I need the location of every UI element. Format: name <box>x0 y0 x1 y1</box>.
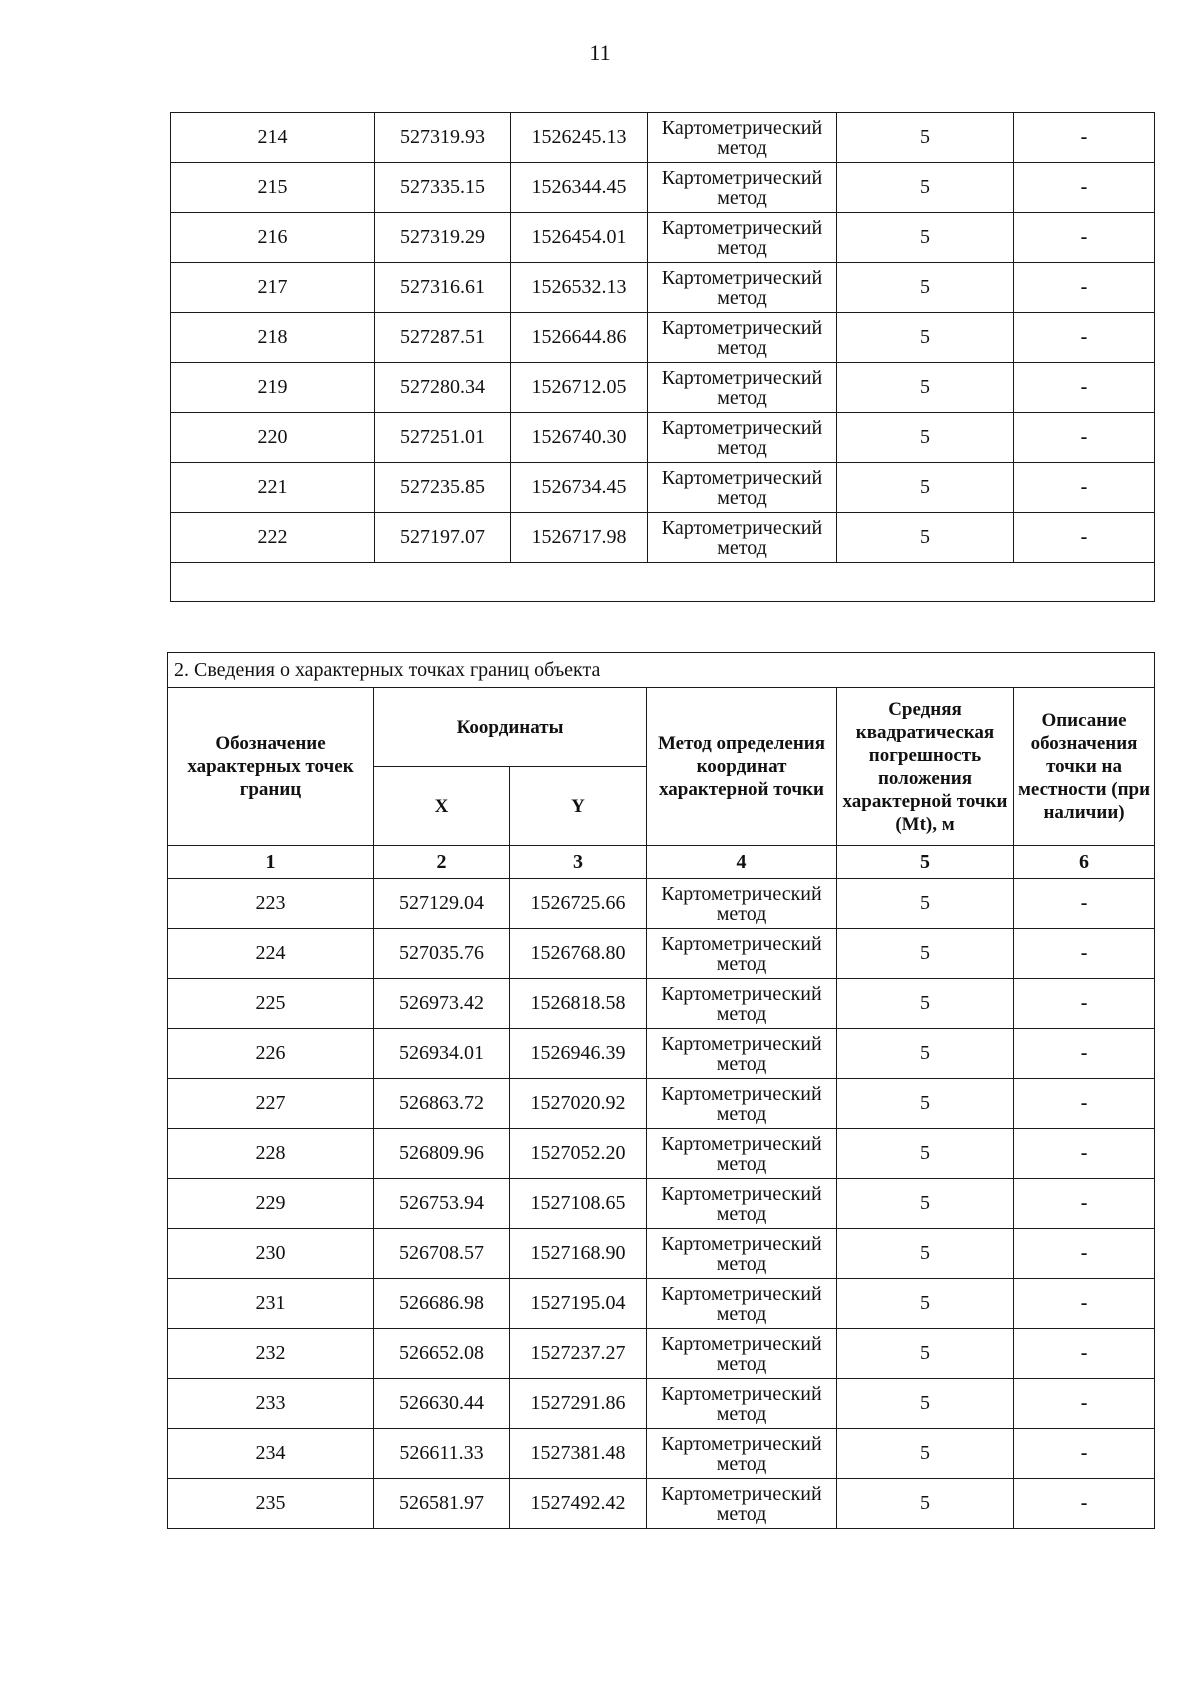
method-cell: Картометрический метод <box>647 1429 837 1479</box>
table-row <box>168 1079 1155 1129</box>
y-coordinate-cell: 1526717.98 <box>511 513 648 563</box>
method-cell: Картометрический метод <box>648 513 837 563</box>
table-row <box>171 413 1155 463</box>
header-method: Метод определения координат характерной точки <box>647 688 837 846</box>
table-row <box>168 1329 1155 1379</box>
table2-body <box>168 879 1155 1529</box>
empty-cell <box>171 563 1155 602</box>
error-cell: 5 <box>837 1479 1014 1529</box>
description-cell: - <box>1014 1379 1155 1429</box>
point-cell: 215 <box>171 163 375 213</box>
point-cell: 232 <box>168 1329 374 1379</box>
x-coordinate-cell: 526581.97 <box>374 1479 510 1529</box>
y-coordinate-cell: 1526768.80 <box>510 929 647 979</box>
table-row <box>171 513 1155 563</box>
x-coordinate-cell: 526652.08 <box>374 1329 510 1379</box>
description-cell: - <box>1014 1279 1155 1329</box>
x-coordinate-cell: 526809.96 <box>374 1129 510 1179</box>
error-cell: 5 <box>837 1329 1014 1379</box>
x-coordinate-cell: 527035.76 <box>374 929 510 979</box>
point-cell: 229 <box>168 1179 374 1229</box>
x-coordinate-cell: 527197.07 <box>375 513 511 563</box>
description-cell: - <box>1014 113 1155 163</box>
header-row-1 <box>168 688 1155 767</box>
y-coordinate-cell: 1527052.20 <box>510 1129 647 1179</box>
y-coordinate-cell: 1526644.86 <box>511 313 648 363</box>
empty-row <box>171 563 1155 602</box>
x-coordinate-cell: 526686.98 <box>374 1279 510 1329</box>
table-row <box>171 213 1155 263</box>
x-coordinate-cell: 527251.01 <box>375 413 511 463</box>
point-cell: 228 <box>168 1129 374 1179</box>
method-cell: Картометрический метод <box>647 1179 837 1229</box>
method-cell: Картометрический метод <box>648 213 837 263</box>
table-row <box>171 363 1155 413</box>
y-coordinate-cell: 1526818.58 <box>510 979 647 1029</box>
y-coordinate-cell: 1526454.01 <box>511 213 648 263</box>
method-cell: Картометрический метод <box>648 113 837 163</box>
description-cell: - <box>1014 1429 1155 1479</box>
method-cell: Картометрический метод <box>647 1229 837 1279</box>
x-coordinate-cell: 527280.34 <box>375 363 511 413</box>
y-coordinate-cell: 1527020.92 <box>510 1079 647 1129</box>
point-cell: 219 <box>171 363 375 413</box>
table-row <box>168 1229 1155 1279</box>
table-row <box>171 163 1155 213</box>
method-cell: Картометрический метод <box>648 163 837 213</box>
description-cell: - <box>1014 163 1155 213</box>
point-cell: 235 <box>168 1479 374 1529</box>
x-coordinate-cell: 526630.44 <box>374 1379 510 1429</box>
error-cell: 5 <box>837 313 1014 363</box>
error-cell: 5 <box>837 1029 1014 1079</box>
boundary-points-table <box>167 652 1155 1529</box>
table-row <box>168 1479 1155 1529</box>
y-coordinate-cell: 1526344.45 <box>511 163 648 213</box>
error-cell: 5 <box>837 1129 1014 1179</box>
y-coordinate-cell: 1526712.05 <box>511 363 648 413</box>
error-cell: 5 <box>837 879 1014 929</box>
point-cell: 223 <box>168 879 374 929</box>
error-cell: 5 <box>837 163 1014 213</box>
description-cell: - <box>1014 1079 1155 1129</box>
error-cell: 5 <box>837 929 1014 979</box>
error-cell: 5 <box>837 463 1014 513</box>
header-x: X <box>374 767 510 846</box>
point-cell: 216 <box>171 213 375 263</box>
y-coordinate-cell: 1527381.48 <box>510 1429 647 1479</box>
error-cell: 5 <box>837 513 1014 563</box>
table1-body <box>171 113 1155 563</box>
point-cell: 233 <box>168 1379 374 1429</box>
method-cell: Картометрический метод <box>647 1279 837 1329</box>
coordinates-table-continued <box>170 112 1155 602</box>
point-cell: 214 <box>171 113 375 163</box>
x-coordinate-cell: 526863.72 <box>374 1079 510 1129</box>
point-cell: 224 <box>168 929 374 979</box>
column-number: 6 <box>1014 846 1155 879</box>
table-row <box>168 1379 1155 1429</box>
error-cell: 5 <box>837 979 1014 1029</box>
header-y: Y <box>510 767 647 846</box>
y-coordinate-cell: 1527291.86 <box>510 1379 647 1429</box>
description-cell: - <box>1014 1229 1155 1279</box>
x-coordinate-cell: 526708.57 <box>374 1229 510 1279</box>
x-coordinate-cell: 527319.93 <box>375 113 511 163</box>
point-cell: 217 <box>171 263 375 313</box>
x-coordinate-cell: 527319.29 <box>375 213 511 263</box>
table-row <box>168 1129 1155 1179</box>
error-cell: 5 <box>837 1229 1014 1279</box>
y-coordinate-cell: 1526725.66 <box>510 879 647 929</box>
description-cell: - <box>1014 1129 1155 1179</box>
x-coordinate-cell: 527287.51 <box>375 313 511 363</box>
x-coordinate-cell: 526753.94 <box>374 1179 510 1229</box>
description-cell: - <box>1014 1479 1155 1529</box>
y-coordinate-cell: 1526734.45 <box>511 463 648 513</box>
method-cell: Картометрический метод <box>648 463 837 513</box>
error-cell: 5 <box>837 1179 1014 1229</box>
point-cell: 218 <box>171 313 375 363</box>
method-cell: Картометрический метод <box>647 1479 837 1529</box>
method-cell: Картометрический метод <box>648 363 837 413</box>
method-cell: Картометрический метод <box>647 1129 837 1179</box>
description-cell: - <box>1014 213 1155 263</box>
y-coordinate-cell: 1527492.42 <box>510 1479 647 1529</box>
header-point: Обозначение характерных точек границ <box>168 688 374 846</box>
method-cell: Картометрический метод <box>647 879 837 929</box>
y-coordinate-cell: 1526946.39 <box>510 1029 647 1079</box>
column-number: 5 <box>837 846 1014 879</box>
x-coordinate-cell: 527129.04 <box>374 879 510 929</box>
method-cell: Картометрический метод <box>647 1079 837 1129</box>
error-cell: 5 <box>837 363 1014 413</box>
x-coordinate-cell: 527235.85 <box>375 463 511 513</box>
method-cell: Картометрический метод <box>647 1379 837 1429</box>
point-cell: 227 <box>168 1079 374 1129</box>
description-cell: - <box>1014 463 1155 513</box>
table-row <box>168 1429 1155 1479</box>
y-coordinate-cell: 1527108.65 <box>510 1179 647 1229</box>
error-cell: 5 <box>837 213 1014 263</box>
section-title-row <box>168 653 1155 688</box>
table-row <box>168 1279 1155 1329</box>
method-cell: Картометрический метод <box>647 929 837 979</box>
description-cell: - <box>1014 929 1155 979</box>
table-row <box>168 929 1155 979</box>
error-cell: 5 <box>837 413 1014 463</box>
point-cell: 222 <box>171 513 375 563</box>
x-coordinate-cell: 527335.15 <box>375 163 511 213</box>
x-coordinate-cell: 526973.42 <box>374 979 510 1029</box>
description-cell: - <box>1014 263 1155 313</box>
table-row <box>168 1029 1155 1079</box>
method-cell: Картометрический метод <box>648 313 837 363</box>
point-cell: 225 <box>168 979 374 1029</box>
method-cell: Картометрический метод <box>648 413 837 463</box>
y-coordinate-cell: 1526532.13 <box>511 263 648 313</box>
header-description: Описание обозначения точки на местности (при наличии) <box>1014 688 1155 846</box>
point-cell: 220 <box>171 413 375 463</box>
method-cell: Картометрический метод <box>647 979 837 1029</box>
description-cell: - <box>1014 363 1155 413</box>
y-coordinate-cell: 1526245.13 <box>511 113 648 163</box>
column-number: 1 <box>168 846 374 879</box>
point-cell: 231 <box>168 1279 374 1329</box>
method-cell: Картометрический метод <box>648 263 837 313</box>
section-title: 2. Сведения о характерных точках границ объекта <box>168 653 1155 688</box>
x-coordinate-cell: 526611.33 <box>374 1429 510 1479</box>
table-row <box>168 979 1155 1029</box>
header-coordinates: Координаты <box>374 688 647 767</box>
x-coordinate-cell: 527316.61 <box>375 263 511 313</box>
column-number-row <box>168 846 1155 879</box>
column-number: 4 <box>647 846 837 879</box>
page-number: 11 <box>589 40 611 65</box>
table-row <box>171 463 1155 513</box>
error-cell: 5 <box>837 263 1014 313</box>
table-row <box>168 1179 1155 1229</box>
description-cell: - <box>1014 879 1155 929</box>
description-cell: - <box>1014 513 1155 563</box>
header-error: Средняя квадратическая погрешность положения характерной точки (Mt), м <box>837 688 1014 846</box>
y-coordinate-cell: 1527168.90 <box>510 1229 647 1279</box>
error-cell: 5 <box>837 1079 1014 1129</box>
description-cell: - <box>1014 1329 1155 1379</box>
error-cell: 5 <box>837 1279 1014 1329</box>
y-coordinate-cell: 1527195.04 <box>510 1279 647 1329</box>
error-cell: 5 <box>837 1379 1014 1429</box>
column-number: 3 <box>510 846 647 879</box>
error-cell: 5 <box>837 1429 1014 1479</box>
table-row <box>168 879 1155 929</box>
x-coordinate-cell: 526934.01 <box>374 1029 510 1079</box>
point-cell: 230 <box>168 1229 374 1279</box>
description-cell: - <box>1014 979 1155 1029</box>
y-coordinate-cell: 1527237.27 <box>510 1329 647 1379</box>
description-cell: - <box>1014 1179 1155 1229</box>
table-row <box>171 263 1155 313</box>
description-cell: - <box>1014 313 1155 363</box>
method-cell: Картометрический метод <box>647 1029 837 1079</box>
column-number: 2 <box>374 846 510 879</box>
table-row <box>171 113 1155 163</box>
error-cell: 5 <box>837 113 1014 163</box>
description-cell: - <box>1014 1029 1155 1079</box>
table-row <box>171 313 1155 363</box>
method-cell: Картометрический метод <box>647 1329 837 1379</box>
point-cell: 221 <box>171 463 375 513</box>
y-coordinate-cell: 1526740.30 <box>511 413 648 463</box>
point-cell: 234 <box>168 1429 374 1479</box>
description-cell: - <box>1014 413 1155 463</box>
point-cell: 226 <box>168 1029 374 1079</box>
